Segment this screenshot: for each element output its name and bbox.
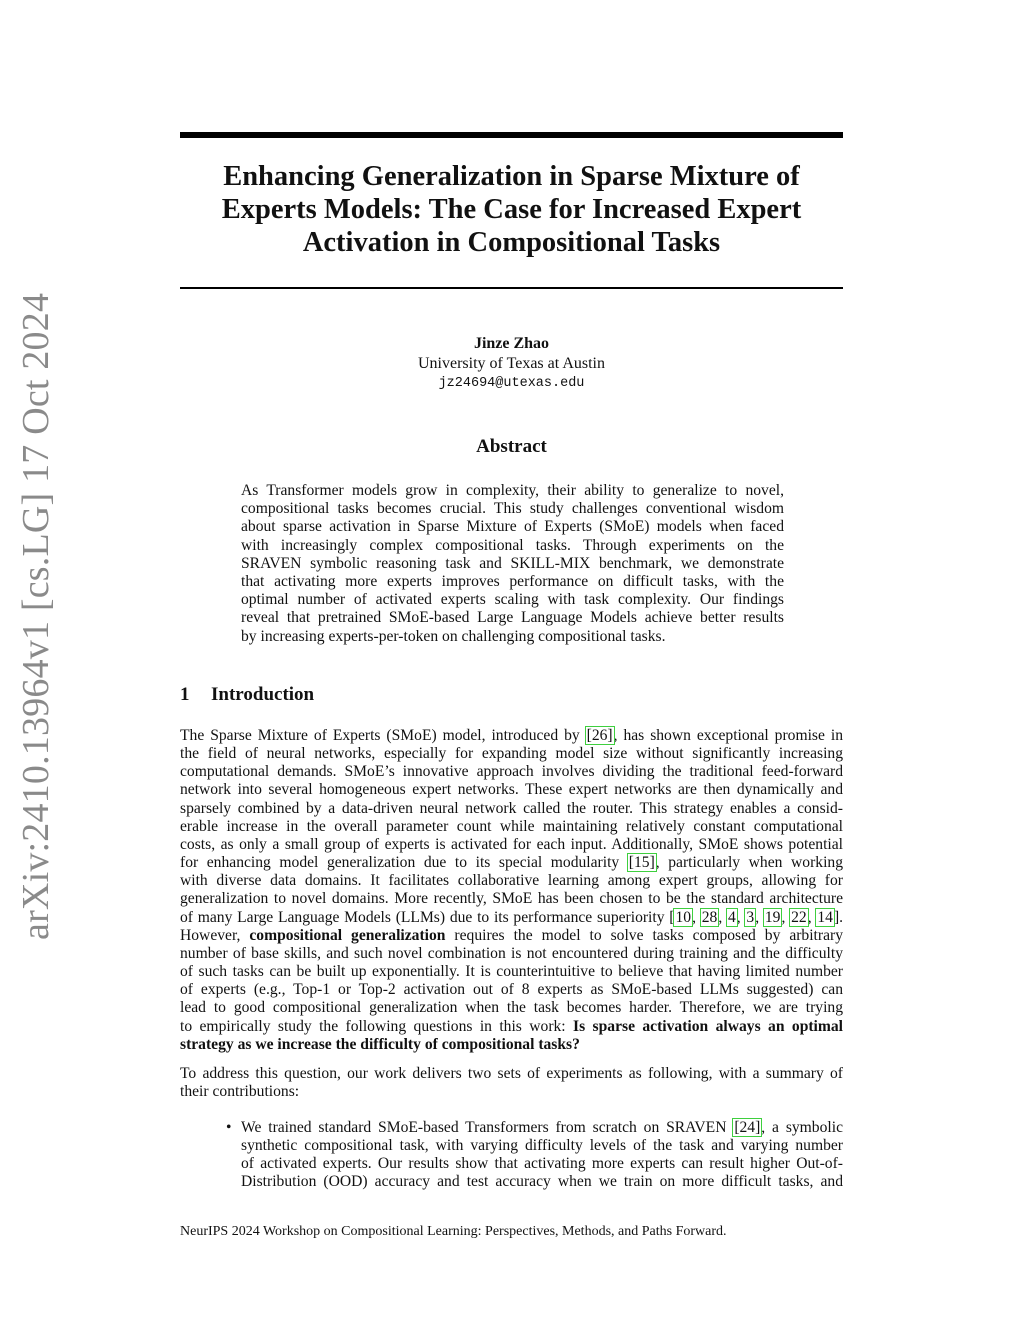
citation-link[interactable]: 14 [817, 908, 833, 926]
paragraph-line: To address this question, our work delivers two sets of experiments as following, with a summary of [180, 1065, 843, 1082]
text-run: requires the model to solve tasks composed by arbitrary [445, 926, 843, 944]
paragraph-line: of such tasks can be built up exponentially. It is counterintuitive to believe that having limited number [180, 963, 843, 981]
abstract-line: about sparse activation in Sparse Mixture of Experts (SMoE) models when faced [241, 518, 784, 536]
abstract-line: by increasing experts-per-token on challenging compositional tasks. [241, 627, 666, 645]
bullet-dot-icon: • [226, 1119, 232, 1136]
abstract-line: reveal that pretrained SMoE-based Large Language Models achieve better results [241, 609, 784, 627]
paragraph-line: lead to good compositional generalization when the task becomes harder. Therefore, we are trying [180, 999, 843, 1017]
abstract-heading: Abstract [476, 436, 547, 457]
citation-link[interactable]: 28 [701, 908, 718, 926]
paragraph-line: Distribution (OOD) accuracy and test accuracy when we train on more difficult tasks, and [241, 1173, 843, 1191]
paragraph-line: with diverse data domains. It facilitates collaborative learning among expert groups, allowing for [180, 872, 843, 890]
citation-link[interactable]: 19 [764, 908, 781, 926]
citation-link[interactable]: 3 [746, 908, 755, 926]
citation-link[interactable]: [26] [586, 727, 613, 744]
abstract-line: compositional tasks becomes crucial. This study challenges conventional wisdom [241, 500, 784, 518]
paragraph-line: generalization to novel domains. More recently, SMoE has been chosen to be the standard architecture [180, 890, 843, 908]
section-title: Introduction [211, 684, 315, 705]
author-block [180, 334, 843, 394]
abstract-line: with increasingly complex compositional tasks. Through experiments on the [241, 536, 784, 554]
text-run: However, [180, 926, 250, 944]
abstract-line: SRAVEN symbolic reasoning task and SKILL-MIX benchmark, we demonstrate [241, 554, 784, 572]
abstract-line: As Transformer models grow in complexity, their ability to generalize to novel, [241, 482, 784, 499]
abstract-line: optimal number of activated experts scaling with task complexity. Our findings [241, 591, 784, 609]
paragraph-line [180, 727, 843, 745]
paragraph-line: of many Large Language Models (LLMs) due to its performance superiority [10, 28, 4, 3, 19, 22, 14]. [180, 908, 844, 926]
abstract-line: that activating more experts improves performance on difficult tasks, with the [241, 573, 784, 591]
citation-link[interactable]: 4 [727, 908, 736, 926]
paragraph-line: network into several homogeneous expert networks. These expert networks are then dynamically and [180, 781, 843, 799]
section-number: 1 [180, 684, 190, 705]
paragraph-line: the field of neural networks, especially for expanding model size without significantly increasing [180, 745, 843, 763]
paragraph-line: of experts (e.g., Top-1 or Top-2 activation out of 8 experts as SMoE-based LLMs suggested) can [180, 981, 843, 999]
contribution-bullet [222, 1119, 843, 1192]
paragraph-line: of activated experts. Our results show that activating more experts can result higher Out-of- [241, 1155, 843, 1173]
title-line: Activation in Compositional Tasks [302, 227, 721, 258]
paragraph-line: erable increase in the overall parameter count while maintaining relatively constant computational [180, 817, 843, 835]
intro-paragraph-1 [180, 727, 843, 1054]
text-run: to empirically study the following questions in this work: [180, 1017, 574, 1035]
paragraph-line [180, 1018, 843, 1036]
paragraph-line [180, 854, 843, 872]
research-question: Is sparse activation always an optimal [573, 1017, 844, 1035]
title-line: Enhancing Generalization in Sparse Mixture of [223, 161, 800, 192]
bullet-text [241, 1119, 843, 1192]
text-run: for enhancing model generalization due to its special modularity [180, 854, 628, 872]
research-question: strategy as we increase the difficulty of compositional tasks? [180, 1035, 580, 1053]
citation-link[interactable]: [15] [628, 854, 655, 872]
arxiv-identifier-stamp: arXiv:2410.13964v1 [cs.LG] 17 Oct 2024 [15, 292, 57, 940]
paragraph-line: costs, as only a small group of experts is activated for each input. Additionally, SMoE shows potential [180, 835, 843, 853]
text-run: The Sparse Mixture of Experts (SMoE) model, introduced by [180, 727, 586, 744]
paragraph-line [241, 1119, 843, 1137]
paragraph-line [180, 1036, 843, 1054]
section-heading-introduction [180, 684, 314, 706]
paragraph-line: their contributions: [180, 1083, 300, 1101]
abstract-body [241, 482, 784, 646]
emphasis-term: compositional generalization [249, 926, 446, 944]
citation-link[interactable]: [24] [734, 1119, 761, 1136]
text-run: , has shown exceptional promise in [613, 727, 843, 744]
author-email[interactable]: jz24694@utexas.edu [438, 376, 585, 391]
paper-title [180, 160, 843, 259]
citation-link[interactable]: 10 [675, 908, 692, 926]
text-run: of many Large Language Models (LLMs) due to its performance superiority [180, 908, 670, 926]
title-bottom-rule [180, 287, 843, 289]
paragraph-line: synthetic compositional task, with varying difficulty levels of the task and varying number [241, 1137, 843, 1155]
title-top-rule [180, 132, 843, 138]
paragraph-line: number of base skills, and such novel combination is not encountered during training and the difficulty [180, 944, 843, 962]
intro-paragraph-2 [180, 1065, 843, 1101]
venue-footer: NeurIPS 2024 Workshop on Compositional Learning: Perspectives, Methods, and Paths Forward. [180, 1224, 727, 1239]
text-run: We trained standard SMoE-based Transformers from scratch on SRAVEN [241, 1119, 734, 1136]
paragraph-line: computational demands. SMoE’s innovative approach involves dividing the traditional feed-forward [180, 763, 843, 781]
paragraph-line: sparsely combined by a data-driven neural network called the router. This strategy enables a consid- [180, 799, 843, 817]
title-line: Experts Models: The Case for Increased Expert [221, 194, 802, 225]
text-run: , particularly when working [655, 854, 843, 872]
paragraph-line [180, 927, 843, 945]
citation-link[interactable]: 22 [791, 908, 807, 926]
author-name: Jinze Zhao [473, 335, 550, 352]
text-run: , a symbolic [761, 1119, 843, 1136]
author-affiliation: University of Texas at Austin [417, 355, 605, 372]
